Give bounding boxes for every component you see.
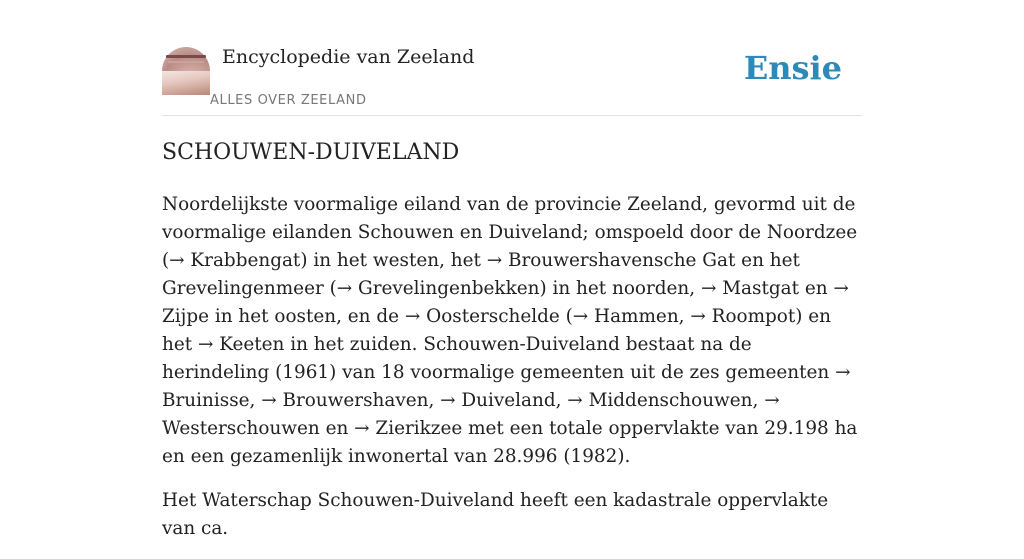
article-paragraph: Noordelijkste voormalige eiland van de provincie Zeeland, gevormd uit de voormalige eilanden Schouwen en Duiveland; omspoeld door de Noordzee (→ Krabbengat) in het westen, het → Brouwershavensche Gat en het Grevelingenmeer (→ Grevelingenbekken) in het noorden, → Mastgat en → Zijpe in het oosten, en de → Oosterschelde (→ Hammen, → Roompot) en het → Keeten in het zuiden. Schouwen-Duiveland bestaat na de herindeling (1961) van 18 voormalige gemeenten uit de zes gemeenten → Bruinisse, → Brouwershaven, → Duiveland, → Middenschouwen, → Westerschouwen en → Zierikzee met een totale oppervlakte van 29.198 ha en een gezamenlijk inwonertal van 28.996 (1982).	[162, 194, 858, 467]
avatar-book-image	[162, 71, 210, 95]
site-title[interactable]: Encyclopedie van Zeeland	[222, 46, 475, 68]
site-logo-avatar[interactable]	[162, 47, 210, 95]
article-paragraph: Het Waterschap Schouwen-Duiveland heeft een kadastrale oppervlakte van ca.	[162, 490, 829, 539]
article-title: SCHOUWEN-DUIVELAND	[162, 140, 460, 165]
article-body	[162, 191, 862, 559]
avatar-detail	[168, 61, 204, 63]
avatar-detail	[166, 55, 206, 58]
site-header	[162, 0, 862, 116]
site-subtitle: ALLES OVER ZEELAND	[210, 93, 367, 108]
ensie-brand-logo[interactable]: Ensie	[743, 49, 842, 87]
